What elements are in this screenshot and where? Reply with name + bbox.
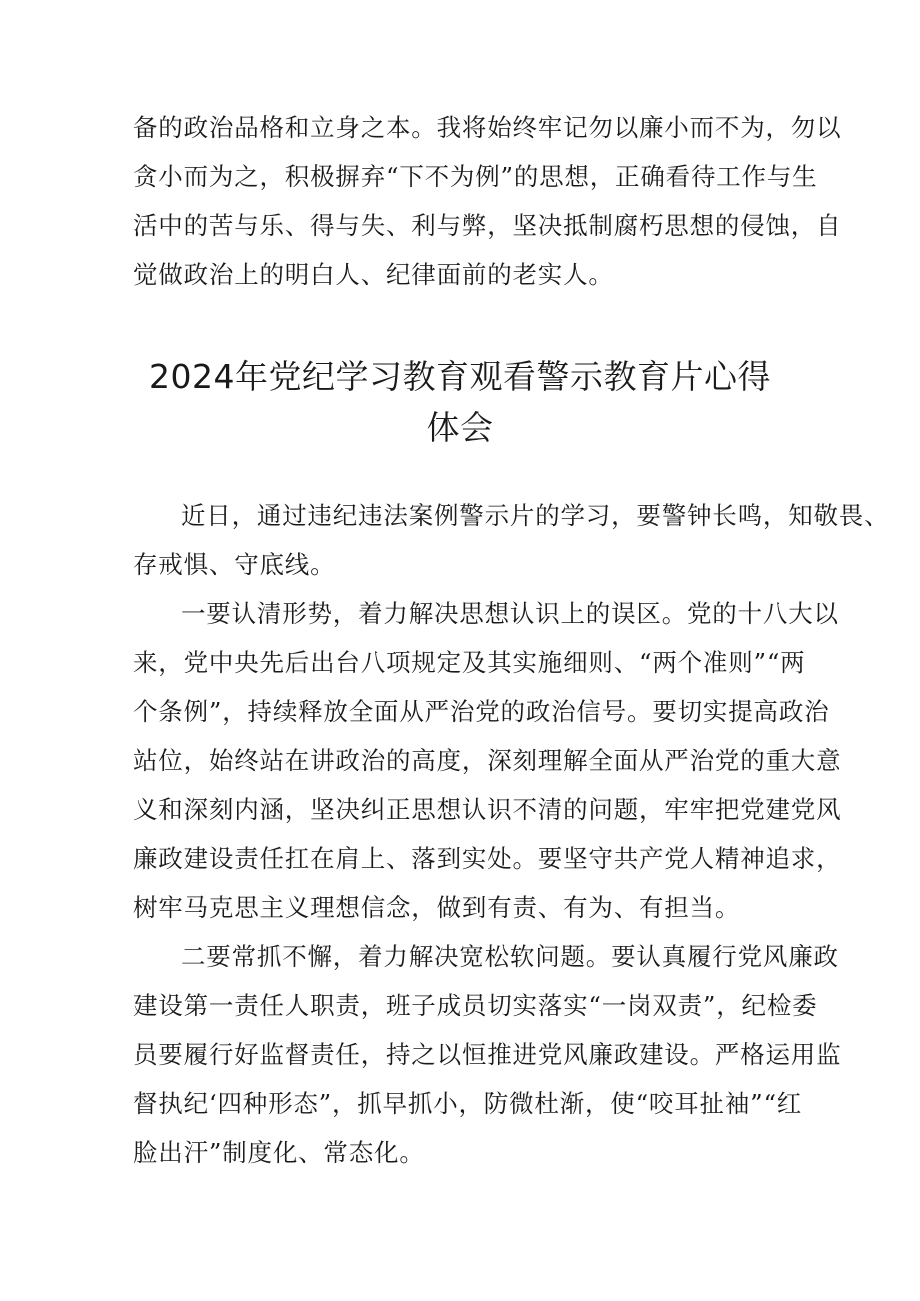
paragraph-line: 觉做政治上的明白人、纪律面前的老实人。	[133, 260, 614, 289]
paragraph-line: 建设第一责任人职责，班子成员切实落实“一岗双责”，纪检委	[133, 991, 818, 1020]
paragraph-line: 备的政治品格和立身之本。我将始终牢记勿以廉小而不为，勿以	[133, 113, 842, 142]
paragraph-line: 活中的苦与乐、得与失、利与弊，坚决抵制腐朽思想的侵蚀，自	[133, 211, 842, 240]
paragraph-line: 个条例”，持续释放全面从严治党的政治信号。要切实提高政治	[133, 697, 830, 726]
paragraph-line: 脸出汗”制度化、常态化。	[133, 1138, 425, 1167]
paragraph-line: 树牢马克思主义理想信念，做到有责、有为、有担当。	[133, 893, 741, 922]
paragraph-line: 贪小而为之，积极摒弃“下不为例”的思想，正确看待工作与生	[133, 162, 818, 191]
paragraph-line: 一要认清形势，着力解决思想认识上的误区。党的十八大以	[181, 599, 839, 628]
document-title-continued: 体会	[426, 408, 494, 447]
paragraph-line: 二要常抓不懈，着力解决宽松软问题。要认真履行党风廉政	[181, 942, 839, 971]
paragraph-line: 员要履行好监督责任，持之以恒推进党风廉政建设。严格运用监	[133, 1040, 842, 1069]
paragraph-line: 站位，始终站在讲政治的高度，深刻理解全面从严治党的重大意	[133, 746, 842, 775]
paragraph-line: 义和深刻内涵，坚决纠正思想认识不清的问题，牢牢把党建党风	[133, 795, 842, 824]
paragraph-line: 督执纪‘四种形态”，抓早抓小，防微杜渐，使“咬耳扯袖”“红	[133, 1089, 803, 1118]
paragraph-line: 廉政建设责任扛在肩上、落到实处。要坚守共产党人精神追求，	[133, 844, 842, 873]
paragraph-line: 来，党中央先后出台八项规定及其实施细则、“两个准则”“两	[133, 648, 806, 677]
document-title: 2024年党纪学习教育观看警示教育片心得	[149, 357, 771, 396]
paragraph-line: 近日，通过违纪违法案例警示片的学习，要警钟长鸣，知敬畏、	[181, 501, 890, 530]
paragraph-line: 存戒惧、守底线。	[133, 550, 336, 579]
